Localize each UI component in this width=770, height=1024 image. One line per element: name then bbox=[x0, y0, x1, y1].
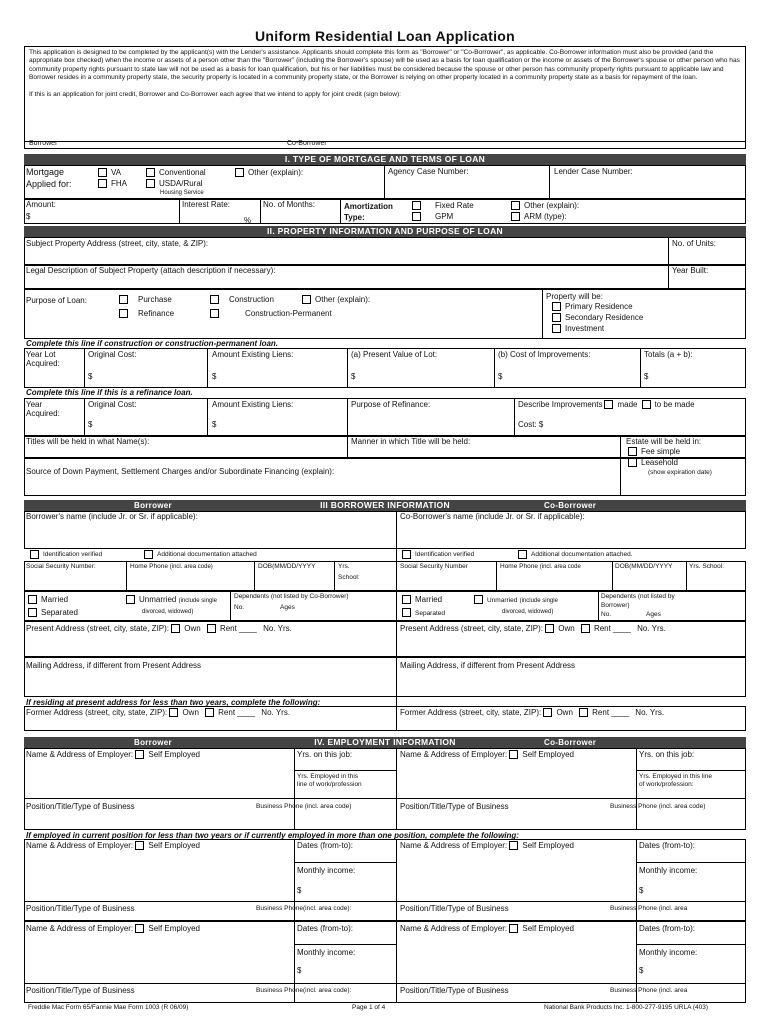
property-will-be-label: Property will be: bbox=[546, 292, 603, 301]
borrower-self-employed-3-checkbox[interactable] bbox=[135, 924, 144, 933]
refi-orig-cost-label: Original Cost: bbox=[88, 400, 137, 409]
borrower-monthly-3-label: Monthly income: bbox=[297, 948, 356, 957]
coborrower-self-employed-checkbox[interactable] bbox=[509, 750, 518, 759]
footer-vendor: National Bank Products Inc. 1-800-277-9195 URLA (403) bbox=[544, 1004, 709, 1011]
interest-rate-label: Interest Rate: bbox=[182, 200, 231, 209]
borrower-ssn-label: Social Security Number: bbox=[26, 563, 96, 570]
borrower-bus-phone-label: Business Phone (incl. area code) bbox=[256, 803, 352, 810]
interest-pct: % bbox=[244, 216, 252, 225]
secondary-residence-checkbox[interactable] bbox=[552, 313, 561, 322]
refinance-checkbox[interactable] bbox=[119, 309, 128, 318]
to-be-made-label: to be made bbox=[654, 400, 695, 409]
coborrower-monthly-2-label: Monthly income: bbox=[639, 866, 698, 875]
expiration-note: (show expiration date) bbox=[648, 469, 712, 476]
coborrower-dates-2-label: Dates (from-to): bbox=[639, 841, 696, 850]
other-amort-label: Other (explain): bbox=[524, 201, 580, 210]
footer-form-id: Freddie Mac Form 65/Fannie Mae Form 1003 (R 06/09) bbox=[28, 1004, 189, 1011]
coborrower-line-work-label: of work/profession: bbox=[639, 781, 694, 788]
amount-dollar[interactable]: $ bbox=[26, 212, 31, 221]
describe-improvements-label: Describe Improvements bbox=[518, 400, 603, 409]
coborrower-former-own-checkbox[interactable] bbox=[543, 708, 552, 717]
borrower-rent-checkbox[interactable] bbox=[207, 624, 216, 633]
coborrower-dependents-label: Dependents (not listed by bbox=[601, 593, 675, 600]
present-value-dollar[interactable]: $ bbox=[351, 372, 356, 381]
coborrower-monthly-2-dollar[interactable]: $ bbox=[639, 886, 644, 895]
refi-orig-cost-dollar[interactable]: $ bbox=[88, 420, 93, 429]
borrower-self-employed-2-checkbox[interactable] bbox=[135, 841, 144, 850]
coborrower-incl-single-note: (include single bbox=[519, 598, 558, 604]
coborrower-dob-label: DOB(MM/DD/YYYY bbox=[615, 563, 673, 570]
coborrower-self-employed-3-checkbox[interactable] bbox=[509, 924, 518, 933]
borrower-bus-phone-3-label: Business Phone(incl. area code): bbox=[256, 987, 352, 994]
borrower-self-employed-2-label: Self Employed bbox=[148, 841, 200, 850]
employment-block-1 bbox=[24, 748, 746, 830]
other-purpose-checkbox[interactable] bbox=[302, 295, 311, 304]
coborrower-present-address-label: Present Address (street, city, state, ZIP): bbox=[400, 624, 544, 633]
property-address-label: Subject Property Address (street, city, state, & ZIP): bbox=[26, 239, 209, 248]
orig-cost-dollar[interactable]: $ bbox=[88, 372, 93, 381]
form-title: Uniform Residential Loan Application bbox=[255, 28, 515, 44]
applied-for-label: Applied for: bbox=[26, 179, 72, 189]
borrower-position-3-label: Position/Title/Type of Business bbox=[26, 986, 135, 995]
refi-liens-dollar[interactable]: $ bbox=[212, 420, 217, 429]
construction-checkbox[interactable] bbox=[210, 295, 219, 304]
borrower-self-employed-checkbox[interactable] bbox=[135, 750, 144, 759]
coborrower-separated-label: Separated bbox=[415, 610, 445, 617]
conventional-label: Conventional bbox=[159, 168, 206, 177]
coborrower-rent-label: Rent ____ bbox=[593, 624, 631, 633]
borrower-dates-3-label: Dates (from-to): bbox=[297, 924, 354, 933]
amount-label: Amount: bbox=[26, 200, 56, 209]
coborrower-rent-checkbox[interactable] bbox=[581, 624, 590, 633]
coborrower-unmarried-checkbox[interactable] bbox=[474, 595, 483, 604]
section-3-header bbox=[24, 500, 746, 511]
coborrower-separated-checkbox[interactable] bbox=[402, 608, 411, 617]
purchase-label: Purchase bbox=[138, 295, 172, 304]
borrower-incl-single-note: (include single bbox=[178, 598, 217, 604]
coborrower-dates-3-label: Dates (from-to): bbox=[639, 924, 696, 933]
coborrower-former-address-label: Former Address (street, city, state, ZIP): bbox=[400, 708, 542, 717]
made-checkbox[interactable] bbox=[604, 400, 613, 409]
coborrower-yrs-employed-label: Yrs. Employed in this line bbox=[639, 773, 712, 780]
secondary-residence-label: Secondary Residence bbox=[565, 313, 644, 322]
fixed-rate-checkbox[interactable] bbox=[412, 201, 421, 210]
va-label: VA bbox=[111, 168, 122, 177]
coborrower-employer-label: Name & Address of Employer: bbox=[400, 750, 508, 759]
coborrower-yrs-school-label: Yrs. School: bbox=[689, 563, 725, 570]
borrower-dep-ages-label: Ages bbox=[280, 604, 295, 611]
mortgage-type-row bbox=[24, 165, 746, 199]
purpose-label: Purpose of Loan: bbox=[26, 296, 87, 305]
coborrower-dep-ages-label: Ages bbox=[646, 611, 661, 618]
borrower-position-label: Position/Title/Type of Business bbox=[26, 802, 135, 811]
section-3-borrower: Borrower bbox=[134, 501, 172, 510]
fha-label: FHA bbox=[111, 179, 127, 188]
coborrower-position-label: Position/Title/Type of Business bbox=[400, 802, 509, 811]
borrower-married-label: Married bbox=[41, 595, 69, 604]
borrower-no-yrs-label: No. Yrs. bbox=[263, 624, 292, 633]
section-4-title: IV. EMPLOYMENT INFORMATION bbox=[314, 737, 456, 747]
borrower-married-checkbox[interactable] bbox=[28, 595, 37, 604]
borrower-former-own-checkbox[interactable] bbox=[169, 708, 178, 717]
refinance-label: Refinance bbox=[138, 309, 175, 318]
borrower-present-address-label: Present Address (street, city, state, ZIP): bbox=[26, 624, 170, 633]
coborrower-bus-phone-2-label: Business Phone (incl. area bbox=[610, 905, 688, 912]
purchase-checkbox[interactable] bbox=[119, 295, 128, 304]
primary-residence-label: Primary Residence bbox=[565, 302, 633, 311]
borrower-mailing-label: Mailing Address, if different from Present Address bbox=[26, 661, 202, 670]
borrower-bus-phone-2-label: Business Phone(incl. area code): bbox=[256, 905, 352, 912]
coborrower-monthly-3-label: Monthly income: bbox=[639, 948, 698, 957]
present-value-label: (a) Present Value of Lot: bbox=[351, 350, 438, 359]
borrower-self-employed-label: Self Employed bbox=[148, 750, 200, 759]
months-label: No. of Months: bbox=[263, 200, 316, 209]
other-mortgage-checkbox[interactable] bbox=[235, 168, 244, 177]
title-manner-label: Manner in which Title will be held: bbox=[351, 437, 471, 446]
borrower-div-wid-note: divorced, widowed) bbox=[142, 609, 194, 615]
housing-service-label: Housing Service bbox=[160, 190, 204, 196]
cons-perm-label: Construction-Permanent bbox=[245, 309, 332, 318]
purpose-refi-label: Purpose of Refinance: bbox=[351, 400, 431, 409]
made-label: made bbox=[617, 400, 638, 409]
coborrower-add-doc-label: Additional documentation attached. bbox=[531, 551, 633, 559]
section-4-coborrower: Co-Borrower bbox=[544, 738, 597, 747]
borrower-add-doc-label: Additional documentation attached bbox=[157, 551, 257, 559]
cost-label[interactable]: Cost: $ bbox=[518, 420, 544, 429]
refi-year-label: Year bbox=[26, 400, 43, 409]
borrower-employer-2-label: Name & Address of Employer: bbox=[26, 841, 134, 850]
joint-signature-line[interactable] bbox=[24, 141, 746, 149]
borrower-monthly-3-dollar[interactable]: $ bbox=[297, 966, 302, 975]
source-down-payment-label: Source of Down Payment, Settlement Charges and/or Subordinate Financing (explain): bbox=[26, 467, 335, 476]
borrower-id-verified-label: Identification verified bbox=[43, 551, 103, 559]
borrower-own-checkbox[interactable] bbox=[171, 624, 180, 633]
coborrower-name-label: Co-Borrower's name (include Jr. or Sr. if applicable): bbox=[400, 512, 585, 521]
borrower-line-work-label: line of work/profession bbox=[297, 781, 362, 788]
leasehold-label: Leasehold bbox=[641, 458, 678, 467]
joint-credit-text: If this is an application for joint credit, Borrower and Co-Borrower each agree that we intend to apply for joint credit (sign below): bbox=[29, 91, 401, 99]
fee-simple-label: Fee simple bbox=[641, 447, 681, 456]
year-built-label: Year Built: bbox=[672, 266, 709, 275]
primary-residence-checkbox[interactable] bbox=[552, 302, 561, 311]
footer-page-number: Page 1 of 4 bbox=[352, 1004, 386, 1011]
coborrower-bus-phone-label: Business Phone (incl. area code) bbox=[610, 803, 706, 810]
cost-improvements-label: (b) Cost of Improvements: bbox=[498, 350, 591, 359]
borrower-area-code-note: (incl. area code) bbox=[169, 564, 213, 570]
borrower-former-no-yrs-label: No. Yrs. bbox=[261, 708, 291, 717]
existing-liens-dollar[interactable]: $ bbox=[212, 372, 217, 381]
if-employed-note: If employed in current position for less than two years or if currently employed in more than one position, complete the following: bbox=[26, 831, 519, 840]
investment-checkbox[interactable] bbox=[552, 324, 561, 333]
year-lot-acquired-label: Acquired: bbox=[26, 359, 60, 368]
borrower-school-label: School: bbox=[338, 574, 360, 581]
coborrower-add-doc-checkbox[interactable] bbox=[518, 550, 527, 559]
borrower-monthly-2-dollar[interactable]: $ bbox=[297, 886, 302, 895]
coborrower-former-own-label: Own bbox=[556, 708, 573, 717]
borrower-employer-label: Name & Address of Employer: bbox=[26, 750, 134, 759]
coborrower-position-3-label: Position/Title/Type of Business bbox=[400, 986, 509, 995]
coborrower-dependents-label-2: Borrower) bbox=[601, 602, 630, 609]
section-3-title: III BORROWER INFORMATION bbox=[320, 500, 450, 510]
refi-acquired-label: Acquired: bbox=[26, 409, 60, 418]
coborrower-employer-3-label: Name & Address of Employer: bbox=[400, 924, 508, 933]
coborrower-bus-phone-3-label: Business Phone (incl. area bbox=[610, 987, 688, 994]
refi-liens-label: Amount Existing Liens: bbox=[212, 400, 294, 409]
agency-case-label: Agency Case Number: bbox=[388, 167, 469, 176]
section-4-borrower: Borrower bbox=[134, 738, 172, 747]
borrower-name-label: Borrower's name (include Jr. or Sr. if applicable): bbox=[26, 512, 198, 521]
borrower-position-2-label: Position/Title/Type of Business bbox=[26, 904, 135, 913]
amortization-label: Amortization bbox=[344, 202, 393, 211]
coborrower-employer-2-label: Name & Address of Employer: bbox=[400, 841, 508, 850]
refinance-line-note: Complete this line if this is a refinance loan. bbox=[26, 388, 193, 397]
coborrower-id-verified-label: Identification verified bbox=[415, 551, 475, 559]
coborrower-former-no-yrs-label: No. Yrs. bbox=[635, 708, 665, 717]
cost-improvements-dollar[interactable]: $ bbox=[498, 372, 503, 381]
amortization-type-label: Type: bbox=[344, 213, 365, 222]
borrower-rent-label: Rent ____ bbox=[219, 624, 257, 633]
coborrower-own-label: Own bbox=[558, 624, 575, 633]
borrower-home-phone-label: Home Phone bbox=[130, 563, 168, 570]
gpm-checkbox[interactable] bbox=[412, 212, 421, 221]
borrower-own-label: Own bbox=[184, 624, 201, 633]
fee-simple-checkbox[interactable] bbox=[628, 447, 637, 456]
section-4-header bbox=[24, 737, 746, 748]
borrower-yrs-label: Yrs. bbox=[338, 563, 350, 570]
borrower-former-address-label: Former Address (street, city, state, ZIP): bbox=[26, 708, 168, 717]
coborrower-no-yrs-label: No. Yrs. bbox=[637, 624, 666, 633]
totals-dollar[interactable]: $ bbox=[644, 372, 649, 381]
year-lot-label: Year Lot bbox=[26, 350, 56, 359]
borrower-dates-2-label: Dates (from-to): bbox=[297, 841, 354, 850]
coborrower-married-label: Married bbox=[415, 595, 443, 604]
orig-cost-label: Original Cost: bbox=[88, 350, 137, 359]
coborrower-former-rent-checkbox[interactable] bbox=[579, 708, 588, 717]
borrower-yrs-employed-label: Yrs. Employed in this bbox=[297, 773, 359, 780]
coborrower-self-employed-3-label: Self Employed bbox=[522, 924, 574, 933]
gpm-label: GPM bbox=[435, 212, 454, 221]
coborrower-own-checkbox[interactable] bbox=[545, 624, 554, 633]
construction-line-note: Complete this line if construction or construction-permanent loan. bbox=[26, 339, 279, 348]
coborrower-married-checkbox[interactable] bbox=[402, 595, 411, 604]
borrower-unmarried-label: Unmarried bbox=[139, 595, 177, 604]
other-mortgage-label: Other (explain): bbox=[248, 168, 304, 177]
cons-perm-checkbox[interactable] bbox=[210, 309, 219, 318]
coborrower-self-employed-label: Self Employed bbox=[522, 750, 574, 759]
borrower-former-own-label: Own bbox=[182, 708, 199, 717]
usda-label: USDA/Rural bbox=[159, 179, 203, 188]
coborrower-self-employed-2-label: Self Employed bbox=[522, 841, 574, 850]
borrower-separated-label: Separated bbox=[41, 608, 78, 617]
section-3-coborrower: Co-Borrower bbox=[544, 501, 597, 510]
sig-coborrower-label: Co-Borrower bbox=[287, 140, 327, 147]
coborrower-position-2-label: Position/Title/Type of Business bbox=[400, 904, 509, 913]
fixed-rate-label: Fixed Rate bbox=[435, 201, 474, 210]
usda-checkbox[interactable] bbox=[146, 179, 155, 188]
section-1-header: I. TYPE OF MORTGAGE AND TERMS OF LOAN bbox=[24, 154, 746, 165]
leasehold-checkbox[interactable] bbox=[628, 458, 637, 467]
section-2-header: II. PROPERTY INFORMATION AND PURPOSE OF LOAN bbox=[24, 226, 746, 237]
borrower-former-rent-checkbox[interactable] bbox=[205, 708, 214, 717]
intro-text: This application is designed to be completed by the applicant(s) with the Lender's assistance. Applicants should complete this form as "Borrower" or "Co-Borrower", as applicable. Co-Borrower information must also be provided (and the appropriate box checked) when the income or assets of a person other than the "Borrower" (including the Borrower's spouse) will be used as a basis for loan qualification or the income or assets of the Borrower's spouse or other person who has community property rights pursuant to state law will not be used as a basis for loan qualification, but his or her liabilities must be considered because the spouse or other person has community property rights pursuant to applicable law and Borrower resides in a community property state, the security property is located in a community property state, or the Borrower is relying on other property located in a community property state as a basis for repayment of the loan. bbox=[29, 49, 740, 81]
coborrower-area-code-note: (incl. area code bbox=[539, 564, 581, 570]
legal-description-label: Legal Description of Subject Property (attach description if necessary): bbox=[26, 266, 276, 275]
borrower-yrs-job-label: Yrs. on this job: bbox=[297, 750, 353, 759]
coborrower-yrs-job-label: Yrs. on this job: bbox=[639, 750, 695, 759]
coborrower-monthly-3-dollar[interactable]: $ bbox=[639, 966, 644, 975]
coborrower-id-verified-checkbox[interactable] bbox=[402, 550, 411, 559]
coborrower-div-wid-note: divorced, widowed) bbox=[502, 609, 554, 615]
arm-checkbox[interactable] bbox=[511, 212, 520, 221]
borrower-separated-checkbox[interactable] bbox=[28, 608, 37, 617]
lender-case-label: Lender Case Number: bbox=[554, 167, 633, 176]
investment-label: Investment bbox=[565, 324, 605, 333]
borrower-self-employed-3-label: Self Employed bbox=[148, 924, 200, 933]
coborrower-ssn-label: Social Security Number bbox=[400, 563, 468, 570]
coborrower-dep-no-label: No. bbox=[601, 611, 612, 618]
sig-borrower-label: Borrower bbox=[29, 140, 58, 147]
borrower-id-verified-checkbox[interactable] bbox=[30, 550, 39, 559]
other-purpose-label: Other (explain): bbox=[315, 295, 371, 304]
other-amort-checkbox[interactable] bbox=[511, 201, 520, 210]
coborrower-home-phone-label: Home Phone bbox=[500, 563, 538, 570]
borrower-dob-label: DOB(MM/DD/YYYY bbox=[258, 563, 316, 570]
borrower-add-doc-checkbox[interactable] bbox=[144, 550, 153, 559]
fha-checkbox[interactable] bbox=[98, 179, 107, 188]
coborrower-former-rent-label: Rent ____ bbox=[592, 708, 630, 717]
intro-box bbox=[24, 46, 746, 142]
borrower-dep-no-label: No. bbox=[234, 604, 245, 611]
borrower-dependents-label: Dependents (not listed by Co-Borrower) bbox=[234, 593, 349, 600]
conventional-checkbox[interactable] bbox=[146, 168, 155, 177]
estate-held-label: Estate will be held in: bbox=[626, 437, 702, 446]
borrower-employer-3-label: Name & Address of Employer: bbox=[26, 924, 134, 933]
borrower-monthly-2-label: Monthly income: bbox=[297, 866, 356, 875]
va-checkbox[interactable] bbox=[98, 168, 107, 177]
coborrower-unmarried-label: Unmarried bbox=[487, 597, 518, 604]
arm-label: ARM (type): bbox=[524, 212, 567, 221]
residing-note: If residing at present address for less than two years, complete the following: bbox=[26, 698, 321, 707]
coborrower-mailing-label: Mailing Address, if different from Present Address bbox=[400, 661, 576, 670]
coborrower-self-employed-2-checkbox[interactable] bbox=[509, 841, 518, 850]
construction-label: Construction bbox=[229, 295, 274, 304]
borrower-former-rent-label: Rent ____ bbox=[218, 708, 256, 717]
borrower-unmarried-checkbox[interactable] bbox=[126, 595, 135, 604]
loan-application-page bbox=[24, 28, 746, 1018]
units-label: No. of Units: bbox=[672, 239, 717, 248]
totals-label: Totals (a + b): bbox=[644, 350, 693, 359]
mortgage-label: Mortgage bbox=[26, 167, 65, 177]
title-names-label: Titles will be held in what Name(s): bbox=[26, 437, 150, 446]
existing-liens-label: Amount Existing Liens: bbox=[212, 350, 294, 359]
to-be-made-checkbox[interactable] bbox=[642, 400, 651, 409]
